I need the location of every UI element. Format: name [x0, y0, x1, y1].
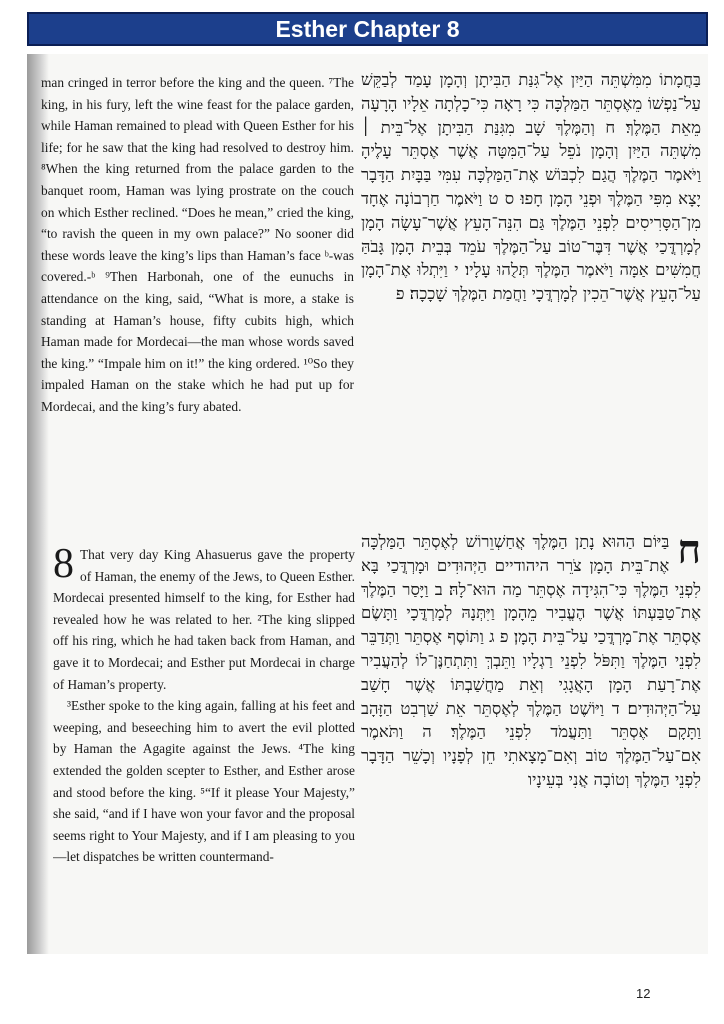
- page-number: 12: [636, 986, 651, 1001]
- hebrew-column-chapter: [361, 530, 701, 950]
- hebrew-chapter-text: בַּיּוֹם הַהוּא נָתַן הַמֶּלֶךְ אֲחַשְׁוֵרוֹשׁ לְאֶסְתֵּר הַמַּלְכָּה אֶת־בֵּית הָמָן צֹרֵר היהודיים הַיְּהוּדִים וּמָרְדֳּכַי בָּא לִפְנֵי הַמֶּלֶךְ כִּי־הִגִּידָה אֶסְתֵּר מַה הוּא־לָהּ׃ ב וַיָּסַר הַמֶּלֶךְ אֶת־טַבַּעְתּוֹ אֲשֶׁר הֶעֱבִיר מֵהָמָן וַיִּתְּנָהּ לְמָרְדֳּכָי וַתָּשֶׂם אֶסְתֵּר אֶת־מָרְדֳּכַי עַל־בֵּית הָמָן׃ פ ג וַתּוֹסֶף אֶסְתֵּר וַתְּדַבֵּר לִפְנֵי הַמֶּלֶךְ וַתִּפֹּל לִפְנֵי רַגְלָיו וַתֵּבְךְּ וַתִּתְחַנֶּן־לוֹ לְהַעֲבִיר אֶת־רָעַת הָמָן הָאֲגָגִי וְאֵת מַחֲשַׁבְתּוֹ אֲשֶׁר חָשַׁב עַל־הַיְּהוּדִים׃ ד וַיּוֹשֶׁט הַמֶּלֶךְ לְאֶסְתֵּר אֵת שַׁרְבִט הַזָּהָב וַתָּקָם אֶסְתֵּר וַתַּעֲמֹד לִפְנֵי הַמֶּלֶךְ׃ ה וַתֹּאמֶר אִם־עַל־הַמֶּלֶךְ טוֹב וְאִם־מָצָאתִי חֵן לְפָנָיו וְכָשֵׁר הַדָּבָר לִפְנֵי הַמֶּלֶךְ וְטוֹבָה אֲנִי בְּעֵינָיו: [361, 532, 701, 789]
- english-text-top: man cringed in terror before the king and the queen. ⁷The king, in his fury, left the wine feast for the palace garden, while Haman remained to plead with Queen Esther for his life; for he saw that the king had resolved to destroy him. ⁸When the king returned from the palace garden to the banquet room, Haman was lying prostrate on the couch on which Esther reclined. “Does he mean,” cried the king, “to ravish the queen in my own palace?” No sooner did these words leave the king’s lips than Haman’s face ᵇ-was covered.-ᵇ ⁹Then Harbonah, one of the eunuchs in attendance on the king, said, “What is more, a stake is standing at Haman’s house, fifty cubits high, which Haman made for Mordecai—the man whose words saved the king.” “Impale him on it!” the king ordered. ¹⁰So they impaled Haman on the stake which he had put up for Mordecai, and the king’s fury abated.: [41, 75, 354, 414]
- english-paragraph-2: ³Esther spoke to the king again, falling at his feet and weeping, and beseeching him to avert the evil plotted by Haman the Agagite against the Jews. ⁴The king extended the golden scepter to Esther, and Esther arose and stood before the king. ⁵“If it please Your Majesty,” she said, “and if I have won your favor and the proposal seems right to Your Majesty, and if I am pleasing to you—let dispatches be written countermand-: [53, 698, 355, 865]
- chapter-number: 8: [53, 544, 74, 587]
- scanned-page: [27, 54, 708, 954]
- hebrew-chapter-letter: ח: [677, 530, 701, 573]
- page-title: Esther Chapter 8: [275, 15, 460, 42]
- chapter-title-bar: [27, 12, 708, 46]
- hebrew-paragraph: [361, 530, 701, 792]
- hebrew-column-top: [361, 68, 701, 498]
- english-column-chapter: [53, 544, 355, 944]
- english-paragraph-1: [53, 544, 355, 695]
- english-column-top: [41, 72, 354, 512]
- hebrew-text-top: בַּחֲמָתוֹ מִמִּשְׁתֵּה הַיַּיִן אֶל־גִּנַּת הַבִּיתָן וְהָמָן עָמַד לְבַקֵּשׁ עַל־נַפְשׁוֹ מֵאֶסְתֵּר הַמַּלְכָּה כִּי רָאָה כִּי־כָלְתָה אֵלָיו הָרָעָה מֵאֵת הַמֶּלֶךְ׃ ח וְהַמֶּלֶךְ שָׁב מִגִּנַּת הַבִּיתָן אֶל־בֵּית ׀ מִשְׁתֵּה הַיַּיִן וְהָמָן נֹפֵל עַל־הַמִּטָּה אֲשֶׁר אֶסְתֵּר עָלֶיהָ וַיֹּאמֶר הַמֶּלֶךְ הֲגַם לִכְבּוֹשׁ אֶת־הַמַּלְכָּה עִמִּי בַּבָּיִת הַדָּבָר יָצָא מִפִּי הַמֶּלֶךְ וּפְנֵי הָמָן חָפוּ׃ ס ט וַיֹּאמֶר חַרְבוֹנָה אֶחָד מִן־הַסָּרִיסִים לִפְנֵי הַמֶּלֶךְ גַּם הִנֵּה־הָעֵץ אֲשֶׁר־עָשָׂה הָמָן לְמָרְדֳּכַי אֲשֶׁר דִּבֶּר־טוֹב עַל־הַמֶּלֶךְ עֹמֵד בְּבֵית הָמָן גָּבֹהַּ חֲמִשִּׁים אַמָּה וַיֹּאמֶר הַמֶּלֶךְ תְּלֻהוּ עָלָיו׃ י וַיִּתְלוּ אֶת־הָמָן עַל־הָעֵץ אֲשֶׁר־הֵכִין לְמָרְדֳּכָי וַחֲמַת הַמֶּלֶךְ שָׁכָכָה׃ פ: [361, 70, 701, 304]
- english-paragraph-1-text: That very day King Ahasuerus gave the property of Haman, the enemy of the Jews, to Queen Esther. Mordecai presented himself to the king, for Esther had revealed how he was related to her. ²The king slipped off his ring, which he had taken back from Haman, and gave it to Mordecai; and Esther put Mordecai in charge of Haman’s property.: [53, 547, 355, 692]
